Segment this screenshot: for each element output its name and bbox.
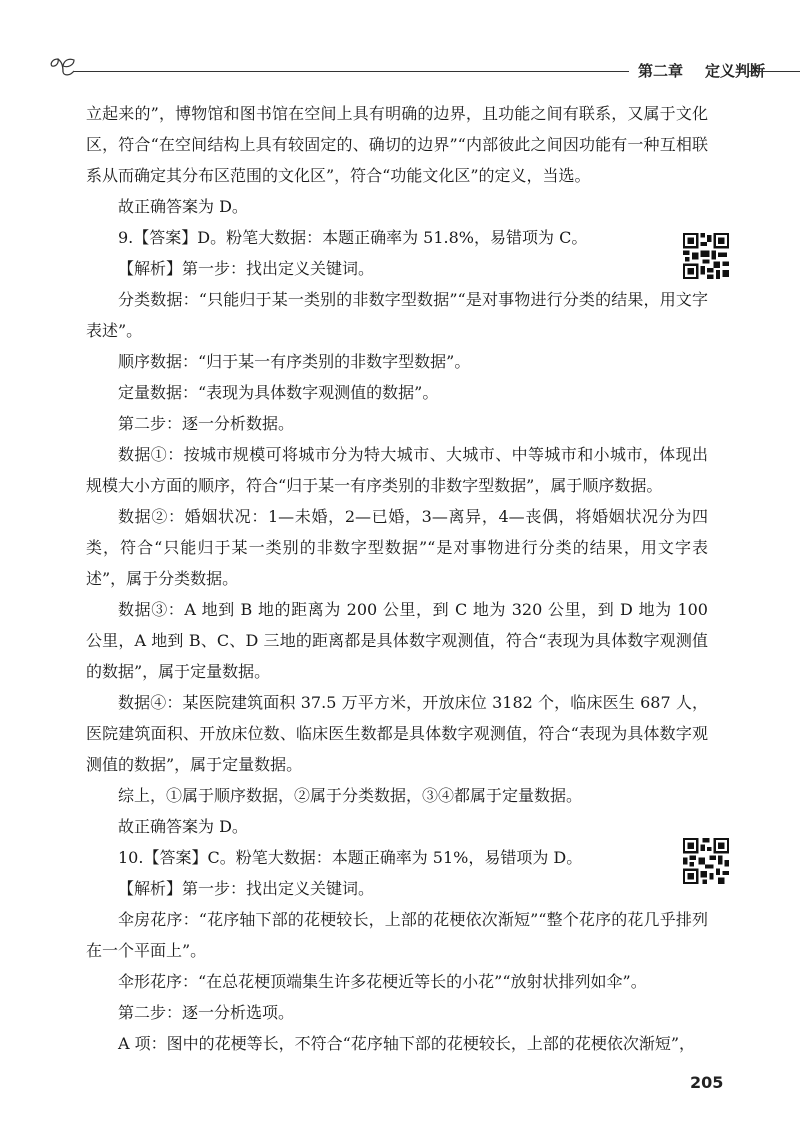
paragraph: 伞房花序：“花序轴下部的花梗较长，上部的花梗依次渐短”“整个花序的花几乎排列在一个平面上”。 — [86, 910, 708, 960]
paragraph: 第二步：逐一分析选项。 — [118, 1003, 295, 1022]
paragraph: 数据③：A 地到 B 地的距离为 200 公里，到 C 地为 320 公里，到 D 地为 100 公里，A 地到 B、C、D 三地的距离都是具体数字观测值，符合“表现为具体数字观测值的数据”，属于定量数据。 — [86, 600, 708, 681]
paragraph: 第二步：逐一分析数据。 — [118, 414, 295, 433]
chapter-number: 第二章 — [638, 62, 684, 80]
qr-code-icon[interactable] — [683, 233, 729, 279]
sprout-icon — [48, 50, 78, 80]
paragraph: A 项：图中的花梗等长，不符合“花序轴下部的花梗较长，上部的花梗依次渐短”， — [118, 1034, 696, 1053]
paragraph: 数据②：婚姻状况：1—未婚，2—已婚，3—离异，4—丧偶，将婚姻状况分为四类，符合“只能归于某一类别的非数字型数据”“是对事物进行分类的结果，用文字表述”，属于分类数据。 — [86, 507, 708, 588]
paragraph: 故正确答案为 D。 — [118, 197, 248, 216]
running-header — [44, 56, 800, 86]
paragraph: 立起来的”，博物馆和图书馆在空间上具有明确的边界，且功能之间有联系，又属于文化区，符合“在空间结构上具有较固定的、确切的边界”“内部彼此之间因功能有一种互相联系从而确定其分布区范围的文化区”，符合“功能文化区”的定义，当选。 — [86, 104, 708, 185]
chapter-title: 定义判断 — [705, 62, 766, 80]
paragraph: 顺序数据：“归于某一有序类别的非数字型数据”。 — [118, 352, 471, 371]
paragraph: 定量数据：“表现为具体数字观测值的数据”。 — [118, 383, 439, 402]
analysis-heading: 【解析】第一步：找出定义关键词。 — [118, 259, 375, 278]
qr-code-icon[interactable] — [683, 838, 729, 884]
paragraph: 故正确答案为 D。 — [118, 817, 248, 836]
paragraph: 伞形花序：“在总花梗顶端集生许多花梗近等长的小花”“放射状排列如伞”。 — [118, 972, 647, 991]
answer-line: 10.【答案】C。粉笔大数据：本题正确率为 51%，易错项为 D。 — [118, 848, 583, 867]
page-number: 205 — [690, 1073, 724, 1092]
chapter-heading — [638, 60, 765, 81]
paragraph: 数据④：某医院建筑面积 37.5 万平方米，开放床位 3182 个，临床医生 687 人，医院建筑面积、开放床位数、临床医生数都是具体数字观测值，符合“表现为具体数字观测值的数据”，属于定量数据。 — [86, 693, 708, 774]
analysis-heading: 【解析】第一步：找出定义关键词。 — [118, 879, 375, 898]
paragraph: 数据①：按城市规模可将城市分为特大城市、大城市、中等城市和小城市，体现出规模大小方面的顺序，符合“归于某一有序类别的非数字型数据”，属于顺序数据。 — [86, 445, 708, 495]
paragraph: 综上，①属于顺序数据，②属于分类数据，③④都属于定量数据。 — [118, 786, 583, 805]
paragraph: 分类数据：“只能归于某一类别的非数字型数据”“是对事物进行分类的结果，用文字表述”。 — [86, 290, 708, 340]
header-rule-left — [74, 71, 629, 72]
page-body — [86, 98, 708, 1059]
answer-line: 9.【答案】D。粉笔大数据：本题正确率为 51.8%，易错项为 C。 — [118, 228, 588, 247]
header-rule-right — [748, 71, 800, 72]
